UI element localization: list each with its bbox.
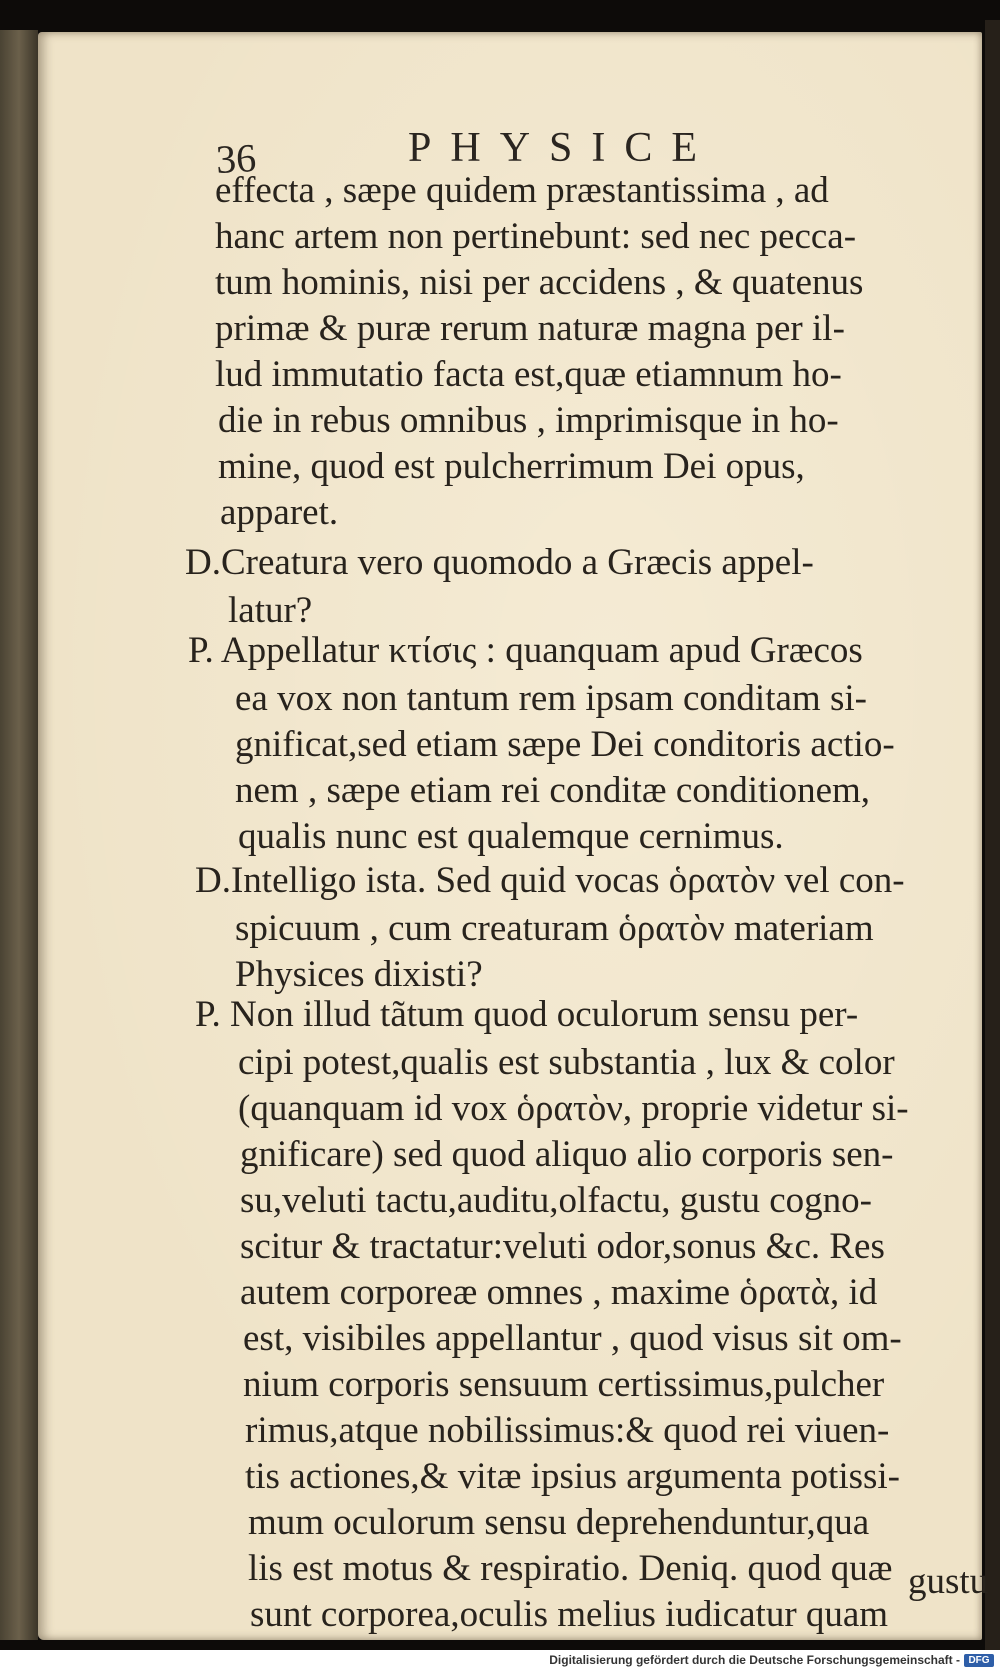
- text-line: (quanquam id vox ὁρατὸν, proprie videtur si-: [238, 1088, 909, 1129]
- text-line: mine, quod est pulcherrimum Dei opus,: [218, 446, 805, 487]
- dfg-logo: DFG: [964, 1654, 994, 1667]
- text-line: est, visibiles appellantur , quod visus sit om-: [243, 1318, 902, 1359]
- footer-bar: [0, 1650, 1000, 1671]
- book-page: [38, 32, 989, 1640]
- text-line: scitur & tractatur:veluti odor,sonus &c. Res: [240, 1226, 885, 1267]
- text-line: sunt corporea,oculis melius iudicatur quam: [250, 1594, 889, 1635]
- text-line: su,veluti tactu,auditu,olfactu, gustu cogno-: [240, 1180, 872, 1221]
- text-line: nem , sæpe etiam rei conditæ conditionem,: [235, 770, 871, 811]
- text-line: hanc artem non pertinebunt: sed nec pecca-: [215, 216, 857, 257]
- text-line: qualis nunc est qualemque cernimus.: [238, 816, 784, 857]
- text-line: D.Intelligo ista. Sed quid vocas ὁρατὸν vel con-: [195, 860, 905, 901]
- text-line: rimus,atque nobilissimus:& quod rei viuen-: [245, 1410, 890, 1451]
- running-head: PHYSICE: [408, 125, 717, 171]
- text-line: Physices dixisti?: [235, 954, 483, 995]
- text-line: D.Creatura vero quomodo a Græcis appel-: [185, 542, 814, 583]
- text-line: spicuum , cum creaturam ὁρατὸν materiam: [235, 908, 874, 949]
- text-line: effecta , sæpe quidem præstantissima , ad: [215, 170, 829, 211]
- text-line: mum oculorum sensu deprehenduntur,qua: [248, 1502, 870, 1543]
- text-line: apparet.: [220, 492, 339, 533]
- text-line: lis est motus & respiratio. Deniq. quod quæ: [248, 1548, 893, 1589]
- text-line: P. Appellatur κτίσις : quanquam apud Græcos: [188, 630, 863, 671]
- text-line: ea vox non tantum rem ipsam conditam si-: [235, 678, 867, 719]
- text-line: tis actiones,& vitæ ipsius argumenta potissi-: [245, 1456, 900, 1497]
- funding-credit: Digitalisierung gefördert durch die Deutsche Forschungsgemeinschaft -: [549, 1653, 960, 1667]
- text-line: gnificare) sed quod aliquo alio corporis sen-: [240, 1134, 894, 1175]
- book-binding-right: [985, 20, 1000, 1650]
- text-line: nium corporis sensuum certissimus,pulcher: [243, 1364, 885, 1405]
- text-line: tum hominis, nisi per accidens , & quatenus: [215, 262, 864, 303]
- text-line: lud immutatio facta est,quæ etiamnum ho-: [215, 354, 842, 395]
- catchword: gustu: [908, 1561, 989, 1602]
- text-line: latur?: [228, 590, 313, 631]
- text-line: cipi potest,qualis est substantia , lux & color: [238, 1042, 895, 1083]
- text-line: gnificat,sed etiam sæpe Dei conditoris actio-: [235, 724, 895, 765]
- page-number: 36: [214, 134, 258, 183]
- text-line: primæ & puræ rerum naturæ magna per il-: [215, 308, 845, 349]
- text-line: die in rebus omnibus , imprimisque in ho-: [218, 400, 839, 441]
- text-line: autem corporeæ omnes , maxime ὁρατὰ, id: [240, 1272, 878, 1313]
- text-line: P. Non illud tãtum quod oculorum sensu per-: [195, 994, 859, 1035]
- book-binding-left: [0, 30, 38, 1640]
